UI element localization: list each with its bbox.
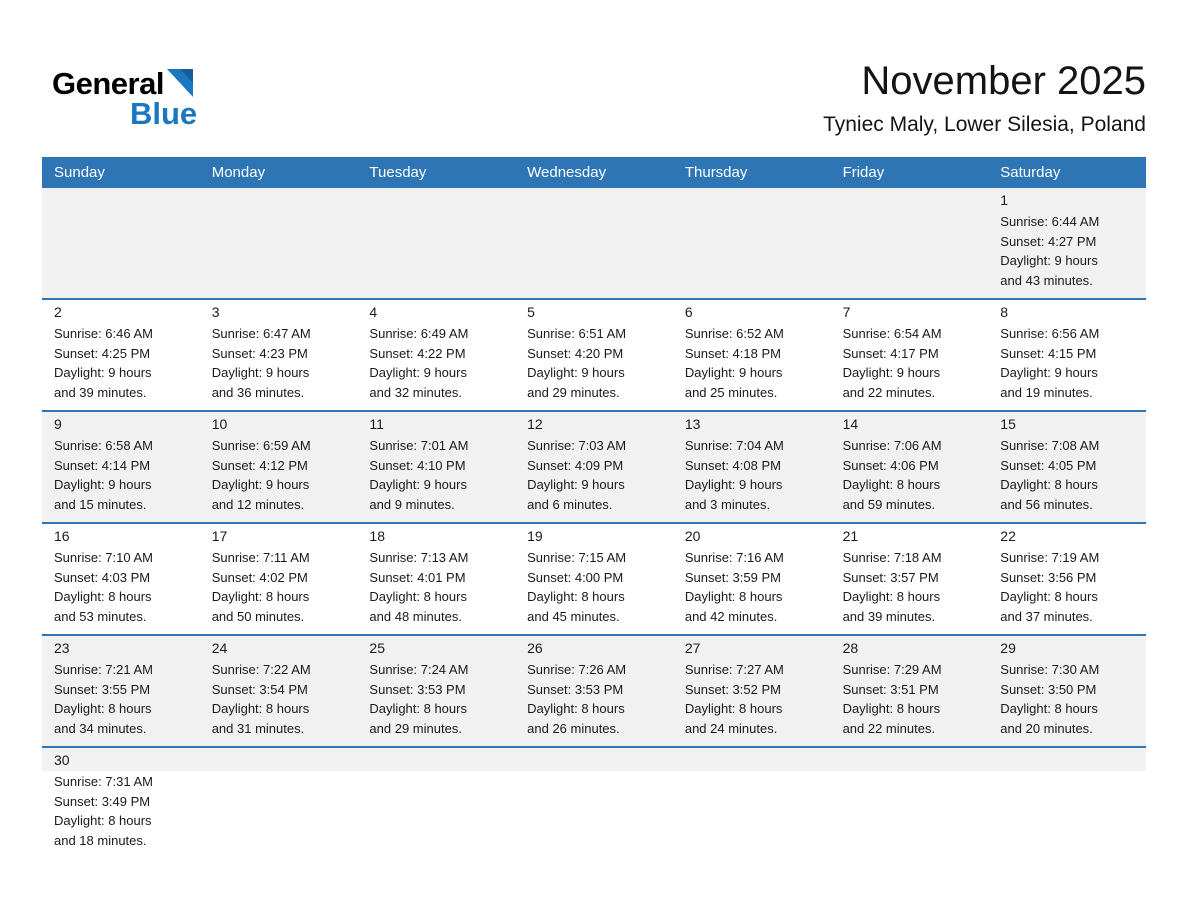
day-info-line: Sunrise: 7:22 AM: [211, 662, 311, 677]
day-number: 25: [369, 640, 385, 656]
day-info-line: Sunset: 3:52 PM: [684, 681, 781, 697]
day-cell-29: [988, 636, 1146, 746]
day-info-line: Sunrise: 7:11 AM: [211, 550, 310, 565]
weekday-header-friday: Friday: [842, 164, 885, 181]
day-info-line: Sunset: 4:01 PM: [369, 569, 466, 585]
day-number: 18: [369, 528, 385, 544]
day-cell-24: [200, 636, 358, 746]
day-info-line: and 6 minutes.: [527, 496, 613, 512]
day-info-line: Daylight: 9 hours: [842, 365, 941, 380]
day-number: 20: [684, 528, 701, 544]
day-info-line: Sunrise: 7:16 AM: [684, 550, 784, 565]
day-info-line: and 22 minutes.: [842, 384, 936, 400]
day-info-line: Daylight: 9 hours: [1000, 253, 1098, 268]
day-cell-23: [42, 636, 200, 746]
day-info-line: Sunset: 4:23 PM: [211, 345, 308, 361]
weekday-header-row: [42, 157, 1146, 188]
day-info-line: Daylight: 9 hours: [54, 477, 152, 492]
empty-cell: [831, 188, 989, 298]
day-info-line: and 19 minutes.: [1000, 384, 1093, 400]
day-info-line: Sunrise: 6:47 AM: [211, 326, 311, 341]
empty-cell: [515, 188, 673, 298]
day-info-line: and 3 minutes.: [684, 496, 771, 512]
day-info-line: Sunset: 3:55 PM: [54, 681, 151, 697]
day-info-line: Sunset: 4:22 PM: [369, 345, 466, 361]
day-info-line: Sunrise: 7:10 AM: [54, 550, 153, 565]
day-info-line: Sunrise: 7:15 AM: [527, 550, 627, 565]
day-info-line: Sunset: 4:09 PM: [527, 457, 624, 473]
week-row-4: [42, 522, 1146, 634]
day-info-line: Daylight: 8 hours: [527, 701, 625, 716]
day-number: 16: [54, 528, 70, 544]
day-number: 26: [527, 640, 543, 656]
day-info-line: Sunrise: 6:46 AM: [54, 326, 153, 341]
day-info-line: Sunset: 3:59 PM: [684, 569, 781, 585]
day-info-line: Daylight: 9 hours: [1000, 365, 1098, 380]
day-info-line: Daylight: 8 hours: [1000, 701, 1098, 716]
location-subtitle: Tyniec Maly, Lower Silesia, Poland: [823, 113, 1146, 136]
page-header: [42, 0, 1146, 155]
day-cell-28: [831, 636, 989, 746]
day-info-line: and 43 minutes.: [1000, 272, 1093, 288]
day-info-line: Sunrise: 7:31 AM: [54, 774, 153, 789]
empty-cell: [515, 748, 673, 858]
day-info-line: and 20 minutes.: [1000, 720, 1093, 736]
day-info-line: Daylight: 9 hours: [211, 365, 310, 380]
day-info-line: Sunset: 3:56 PM: [1000, 569, 1097, 585]
day-info-line: Sunrise: 7:04 AM: [684, 438, 784, 453]
day-info-line: and 31 minutes.: [211, 720, 305, 736]
week-row-2: [42, 298, 1146, 410]
day-number: 12: [527, 416, 543, 432]
day-info-line: Daylight: 8 hours: [842, 589, 941, 604]
day-cell-16: [42, 524, 200, 634]
day-info-line: Daylight: 8 hours: [369, 589, 467, 604]
day-info-line: Daylight: 9 hours: [684, 477, 783, 492]
day-info-line: and 18 minutes.: [54, 832, 147, 848]
day-info-line: Daylight: 9 hours: [527, 365, 625, 380]
day-info-line: and 42 minutes.: [684, 608, 778, 624]
day-info-line: Daylight: 8 hours: [211, 589, 310, 604]
day-cell-21: [831, 524, 989, 634]
day-info-line: Sunrise: 7:26 AM: [527, 662, 627, 677]
empty-cell: [357, 748, 515, 858]
day-info-line: Sunset: 4:10 PM: [369, 457, 466, 473]
day-cell-30: [42, 748, 200, 858]
day-info-line: and 29 minutes.: [369, 720, 462, 736]
day-number: 19: [527, 528, 543, 544]
day-cell-15: [988, 412, 1146, 522]
day-info-line: Daylight: 8 hours: [54, 813, 152, 828]
empty-cell: [200, 748, 358, 858]
day-number: 11: [369, 416, 384, 432]
empty-cell: [673, 748, 831, 858]
day-info-line: Sunset: 4:06 PM: [842, 457, 939, 473]
day-cell-8: [988, 300, 1146, 410]
day-info-line: Daylight: 9 hours: [369, 365, 467, 380]
day-info-line: Sunrise: 7:13 AM: [369, 550, 469, 565]
day-info-line: Sunrise: 6:49 AM: [369, 326, 469, 341]
weekday-header-saturday: Saturday: [1000, 164, 1061, 181]
day-info-line: Sunrise: 6:52 AM: [684, 326, 784, 341]
day-info-line: Sunset: 3:54 PM: [211, 681, 308, 697]
day-number: 7: [842, 304, 851, 320]
day-info-line: Sunset: 3:49 PM: [54, 793, 151, 809]
day-info-line: and 45 minutes.: [527, 608, 620, 624]
day-info-line: and 53 minutes.: [54, 608, 147, 624]
day-cell-22: [988, 524, 1146, 634]
empty-cell: [357, 188, 515, 298]
day-cell-18: [357, 524, 515, 634]
day-info-line: Sunset: 3:53 PM: [527, 681, 624, 697]
day-info-line: Sunset: 4:25 PM: [54, 345, 151, 361]
calendar: [42, 157, 1146, 858]
day-info-line: and 26 minutes.: [527, 720, 620, 736]
day-info-line: and 9 minutes.: [369, 496, 455, 512]
day-info-line: Sunset: 3:57 PM: [842, 569, 939, 585]
day-info-line: and 59 minutes.: [842, 496, 936, 512]
empty-cell: [831, 748, 989, 858]
weekday-header-wednesday: Wednesday: [527, 164, 607, 181]
day-number: 30: [54, 752, 70, 768]
calendar-grid: [42, 188, 1146, 858]
day-number: 2: [54, 304, 62, 320]
day-info-line: Sunrise: 7:27 AM: [684, 662, 784, 677]
day-cell-3: [200, 300, 358, 410]
day-info-line: and 37 minutes.: [1000, 608, 1093, 624]
day-info-line: Sunrise: 7:06 AM: [842, 438, 942, 453]
day-number: 5: [527, 304, 535, 320]
day-info-line: Daylight: 8 hours: [54, 589, 152, 604]
day-info-line: Sunrise: 6:59 AM: [211, 438, 311, 453]
day-cell-1: [988, 188, 1146, 298]
weekday-header-thursday: Thursday: [684, 164, 748, 181]
empty-cell: [988, 748, 1146, 858]
day-info-line: Daylight: 8 hours: [54, 701, 152, 716]
day-info-line: Sunrise: 7:08 AM: [1000, 438, 1100, 453]
week-row-3: [42, 410, 1146, 522]
day-cell-2: [42, 300, 200, 410]
day-info-line: Sunrise: 7:29 AM: [842, 662, 942, 677]
day-info-line: Sunrise: 7:30 AM: [1000, 662, 1100, 677]
day-info-line: and 32 minutes.: [369, 384, 462, 400]
day-info-line: Sunset: 4:05 PM: [1000, 457, 1097, 473]
day-cell-5: [515, 300, 673, 410]
day-number: 14: [842, 416, 859, 432]
day-info-line: Daylight: 9 hours: [54, 365, 152, 380]
day-info-line: Daylight: 9 hours: [211, 477, 310, 492]
day-info-line: Sunrise: 6:56 AM: [1000, 326, 1100, 341]
day-info-line: and 12 minutes.: [211, 496, 305, 512]
day-info-line: Sunrise: 7:03 AM: [527, 438, 627, 453]
day-number: 15: [1000, 416, 1016, 432]
day-info-line: Sunrise: 6:58 AM: [54, 438, 153, 453]
day-info-line: Sunset: 4:00 PM: [527, 569, 624, 585]
day-info-line: Sunset: 4:08 PM: [684, 457, 781, 473]
day-info-line: Sunrise: 7:21 AM: [54, 662, 153, 677]
day-number: 23: [54, 640, 70, 656]
day-info-line: Sunrise: 6:54 AM: [842, 326, 942, 341]
day-cell-10: [200, 412, 358, 522]
day-info-line: and 24 minutes.: [684, 720, 778, 736]
day-info-line: Daylight: 9 hours: [684, 365, 783, 380]
day-info-line: Sunrise: 7:24 AM: [369, 662, 469, 677]
day-info-line: Sunrise: 6:44 AM: [1000, 214, 1100, 229]
day-info-line: and 15 minutes.: [54, 496, 147, 512]
day-cell-13: [673, 412, 831, 522]
day-number: 3: [211, 304, 220, 320]
day-info-line: Daylight: 8 hours: [684, 589, 783, 604]
day-cell-20: [673, 524, 831, 634]
day-info-line: Daylight: 9 hours: [369, 477, 467, 492]
day-number: 9: [54, 416, 62, 432]
day-number: 4: [369, 304, 378, 320]
day-info-line: Daylight: 9 hours: [527, 477, 625, 492]
day-info-line: Sunrise: 7:01 AM: [369, 438, 469, 453]
day-number: 13: [684, 416, 701, 432]
day-cell-17: [200, 524, 358, 634]
day-info-line: Sunset: 4:15 PM: [1000, 345, 1097, 361]
day-info-line: Sunset: 4:12 PM: [211, 457, 308, 473]
day-info-line: Daylight: 8 hours: [1000, 477, 1098, 492]
day-number: 10: [211, 416, 228, 432]
day-info-line: and 39 minutes.: [842, 608, 936, 624]
day-info-line: Sunset: 4:03 PM: [54, 569, 151, 585]
weekday-header-monday: Monday: [211, 164, 266, 181]
week-row-5: [42, 634, 1146, 746]
day-number: 1: [1000, 192, 1009, 208]
empty-cell: [42, 188, 200, 298]
day-number: 6: [684, 304, 693, 320]
day-number: 24: [211, 640, 228, 656]
day-info-line: and 34 minutes.: [54, 720, 147, 736]
day-info-line: and 50 minutes.: [211, 608, 305, 624]
day-cell-14: [831, 412, 989, 522]
day-info-line: and 29 minutes.: [527, 384, 620, 400]
week-row-6: [42, 746, 1146, 858]
day-info-line: Daylight: 8 hours: [684, 701, 783, 716]
day-info-line: Sunrise: 7:18 AM: [842, 550, 942, 565]
day-cell-26: [515, 636, 673, 746]
day-cell-11: [357, 412, 515, 522]
weekday-header-sunday: Sunday: [54, 164, 105, 181]
page-title: November 2025: [861, 59, 1146, 103]
day-info-line: Sunset: 3:50 PM: [1000, 681, 1097, 697]
day-cell-7: [831, 300, 989, 410]
day-number: 29: [1000, 640, 1016, 656]
day-info-line: Sunset: 4:20 PM: [527, 345, 624, 361]
day-cell-4: [357, 300, 515, 410]
logo-text-general: General: [52, 66, 164, 101]
day-info-line: and 36 minutes.: [211, 384, 305, 400]
day-cell-12: [515, 412, 673, 522]
day-info-line: and 48 minutes.: [369, 608, 462, 624]
day-info-line: and 39 minutes.: [54, 384, 147, 400]
empty-cell: [200, 188, 358, 298]
day-info-line: Sunrise: 6:51 AM: [527, 326, 627, 341]
day-info-line: Daylight: 8 hours: [527, 589, 625, 604]
logo-text-blue: Blue: [130, 96, 198, 131]
day-number: 17: [211, 528, 228, 544]
day-number: 21: [842, 528, 859, 544]
day-info-line: and 56 minutes.: [1000, 496, 1093, 512]
day-info-line: Sunrise: 7:19 AM: [1000, 550, 1100, 565]
day-cell-19: [515, 524, 673, 634]
day-cell-9: [42, 412, 200, 522]
day-info-line: Sunset: 4:17 PM: [842, 345, 939, 361]
day-info-line: Daylight: 8 hours: [369, 701, 467, 716]
day-info-line: Sunset: 4:27 PM: [1000, 233, 1097, 249]
general-blue-logo: [42, 50, 197, 129]
empty-cell: [673, 188, 831, 298]
day-number: 8: [1000, 304, 1009, 320]
weekday-header-tuesday: Tuesday: [369, 164, 427, 181]
day-info-line: Daylight: 8 hours: [211, 701, 310, 716]
day-number: 22: [1000, 528, 1016, 544]
day-cell-25: [357, 636, 515, 746]
day-cell-6: [673, 300, 831, 410]
day-info-line: Daylight: 8 hours: [842, 477, 941, 492]
day-info-line: Sunset: 3:51 PM: [842, 681, 939, 697]
day-info-line: Sunset: 4:18 PM: [684, 345, 781, 361]
title-block: [823, 50, 1146, 137]
day-cell-27: [673, 636, 831, 746]
day-info-line: Daylight: 8 hours: [1000, 589, 1098, 604]
day-info-line: Sunset: 4:02 PM: [211, 569, 308, 585]
day-info-line: Daylight: 8 hours: [842, 701, 941, 716]
day-info-line: and 25 minutes.: [684, 384, 778, 400]
day-info-line: and 22 minutes.: [842, 720, 936, 736]
day-number: 27: [684, 640, 701, 656]
week-row-1: [42, 188, 1146, 298]
day-info-line: Sunset: 4:14 PM: [54, 457, 151, 473]
day-info-line: Sunset: 3:53 PM: [369, 681, 466, 697]
day-number: 28: [842, 640, 859, 656]
